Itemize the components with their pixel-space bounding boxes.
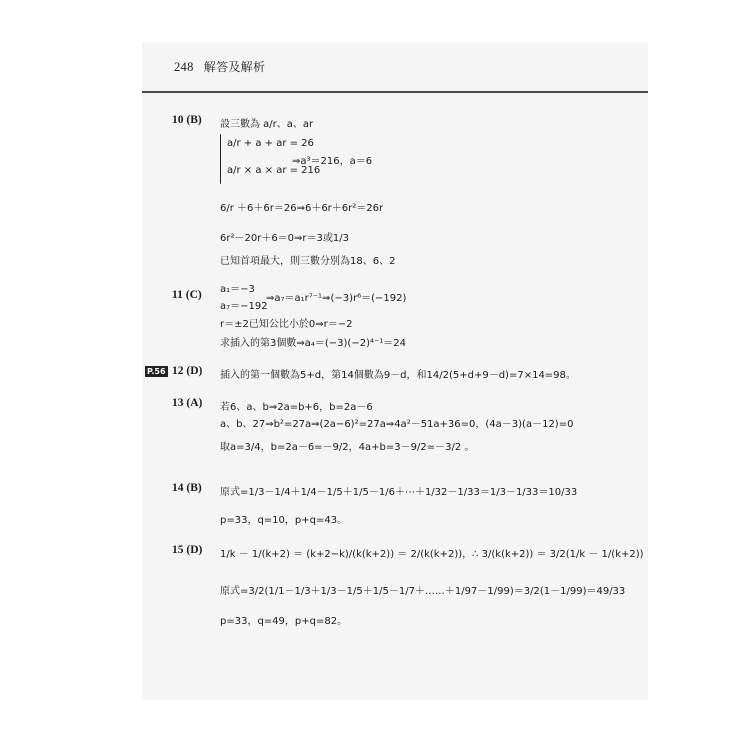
answer-10-line-7: 已知首項最大，則三數分別為18、6、2 bbox=[220, 256, 396, 267]
answer-10-line-5: 6/r ＋6＋6r＝26⇒6＋6r＋6r²＝26r bbox=[220, 203, 384, 214]
answer-14-line-2: p=33，q=10，p+q=43。 bbox=[220, 515, 348, 526]
answer-15-line-1: 1/k － 1/(k+2) ＝ (k+2−k)/(k(k+2)) ＝ 2/(k(k+2))，∴ 3/(k(k+2)) ＝ 3/2(1/k － 1/(k+2)) bbox=[220, 549, 644, 560]
answer-14-number: 14 (B) bbox=[172, 482, 202, 494]
answer-11-line-4: r＝±2已知公比小於0⇒r＝−2 bbox=[220, 319, 353, 330]
answer-11-line-1: a₁＝−3 bbox=[220, 284, 255, 295]
answer-13-line-2: a、b、27⇒b²=27a⇒(2a−6)²=27a⇒4a²－51a+36=0，(4a－3)(a－12)=0 bbox=[220, 419, 574, 430]
answer-10-number: 10 (B) bbox=[172, 114, 202, 126]
answer-10-line-6: 6r²－20r＋6＝0⇒r＝3或1/3 bbox=[220, 233, 349, 244]
answer-10-line-2: a/r + a + ar = 26 bbox=[227, 138, 314, 149]
answer-15-number: 15 (D) bbox=[172, 544, 203, 556]
answer-10-line-3: a/r × a × ar = 216 bbox=[227, 165, 321, 176]
answer-12-number: 12 (D) bbox=[172, 365, 203, 377]
page-header bbox=[174, 58, 265, 75]
answer-10-line-4: ⇒a³＝216，a＝6 bbox=[292, 156, 373, 167]
answer-13-number: 13 (A) bbox=[172, 397, 203, 409]
page-reference-tag: P.56 bbox=[147, 367, 166, 376]
answer-13-line-3: 取a=3/4，b=2a－6=－9/2，4a+b=3－9/2=－3/2 。 bbox=[220, 442, 475, 453]
answer-12-line-1: 插入的第一個數為5+d，第14個數為9－d，和14/2(5+d+9－d)=7×14=98。 bbox=[220, 370, 576, 381]
answer-11-line-3: ⇒a₇＝a₁r⁷⁻¹⇒(−3)r⁶＝(−192) bbox=[266, 293, 407, 304]
answer-15-line-3: p=33，q=49，p+q=82。 bbox=[220, 616, 348, 627]
header-title: 解答及解析 bbox=[203, 60, 266, 74]
system-brace bbox=[220, 134, 221, 184]
answer-11-line-2: a₇＝−192 bbox=[220, 301, 268, 312]
answer-13-line-1: 若6、a、b⇒2a=b+6，b=2a－6 bbox=[220, 402, 373, 413]
answer-15-line-2: 原式=3/2(1/1－1/3＋1/3－1/5＋1/5－1/7＋……＋1/97－1/99)＝3/2(1－1/99)＝49/33 bbox=[220, 586, 626, 597]
answer-10-line-1: 設三數為 a/r、a、ar bbox=[220, 119, 314, 130]
header-rule bbox=[142, 91, 648, 93]
answer-14-line-1: 原式=1/3－1/4＋1/4－1/5＋1/5－1/6＋⋯＋1/32－1/33＝1/3－1/33＝10/33 bbox=[220, 487, 578, 498]
page-number: 248 bbox=[174, 60, 194, 74]
answer-11-line-5: 求插入的第3個數⇒a₄＝(−3)(−2)⁴⁻¹＝24 bbox=[220, 338, 406, 349]
answer-11-number: 11 (C) bbox=[172, 289, 202, 301]
